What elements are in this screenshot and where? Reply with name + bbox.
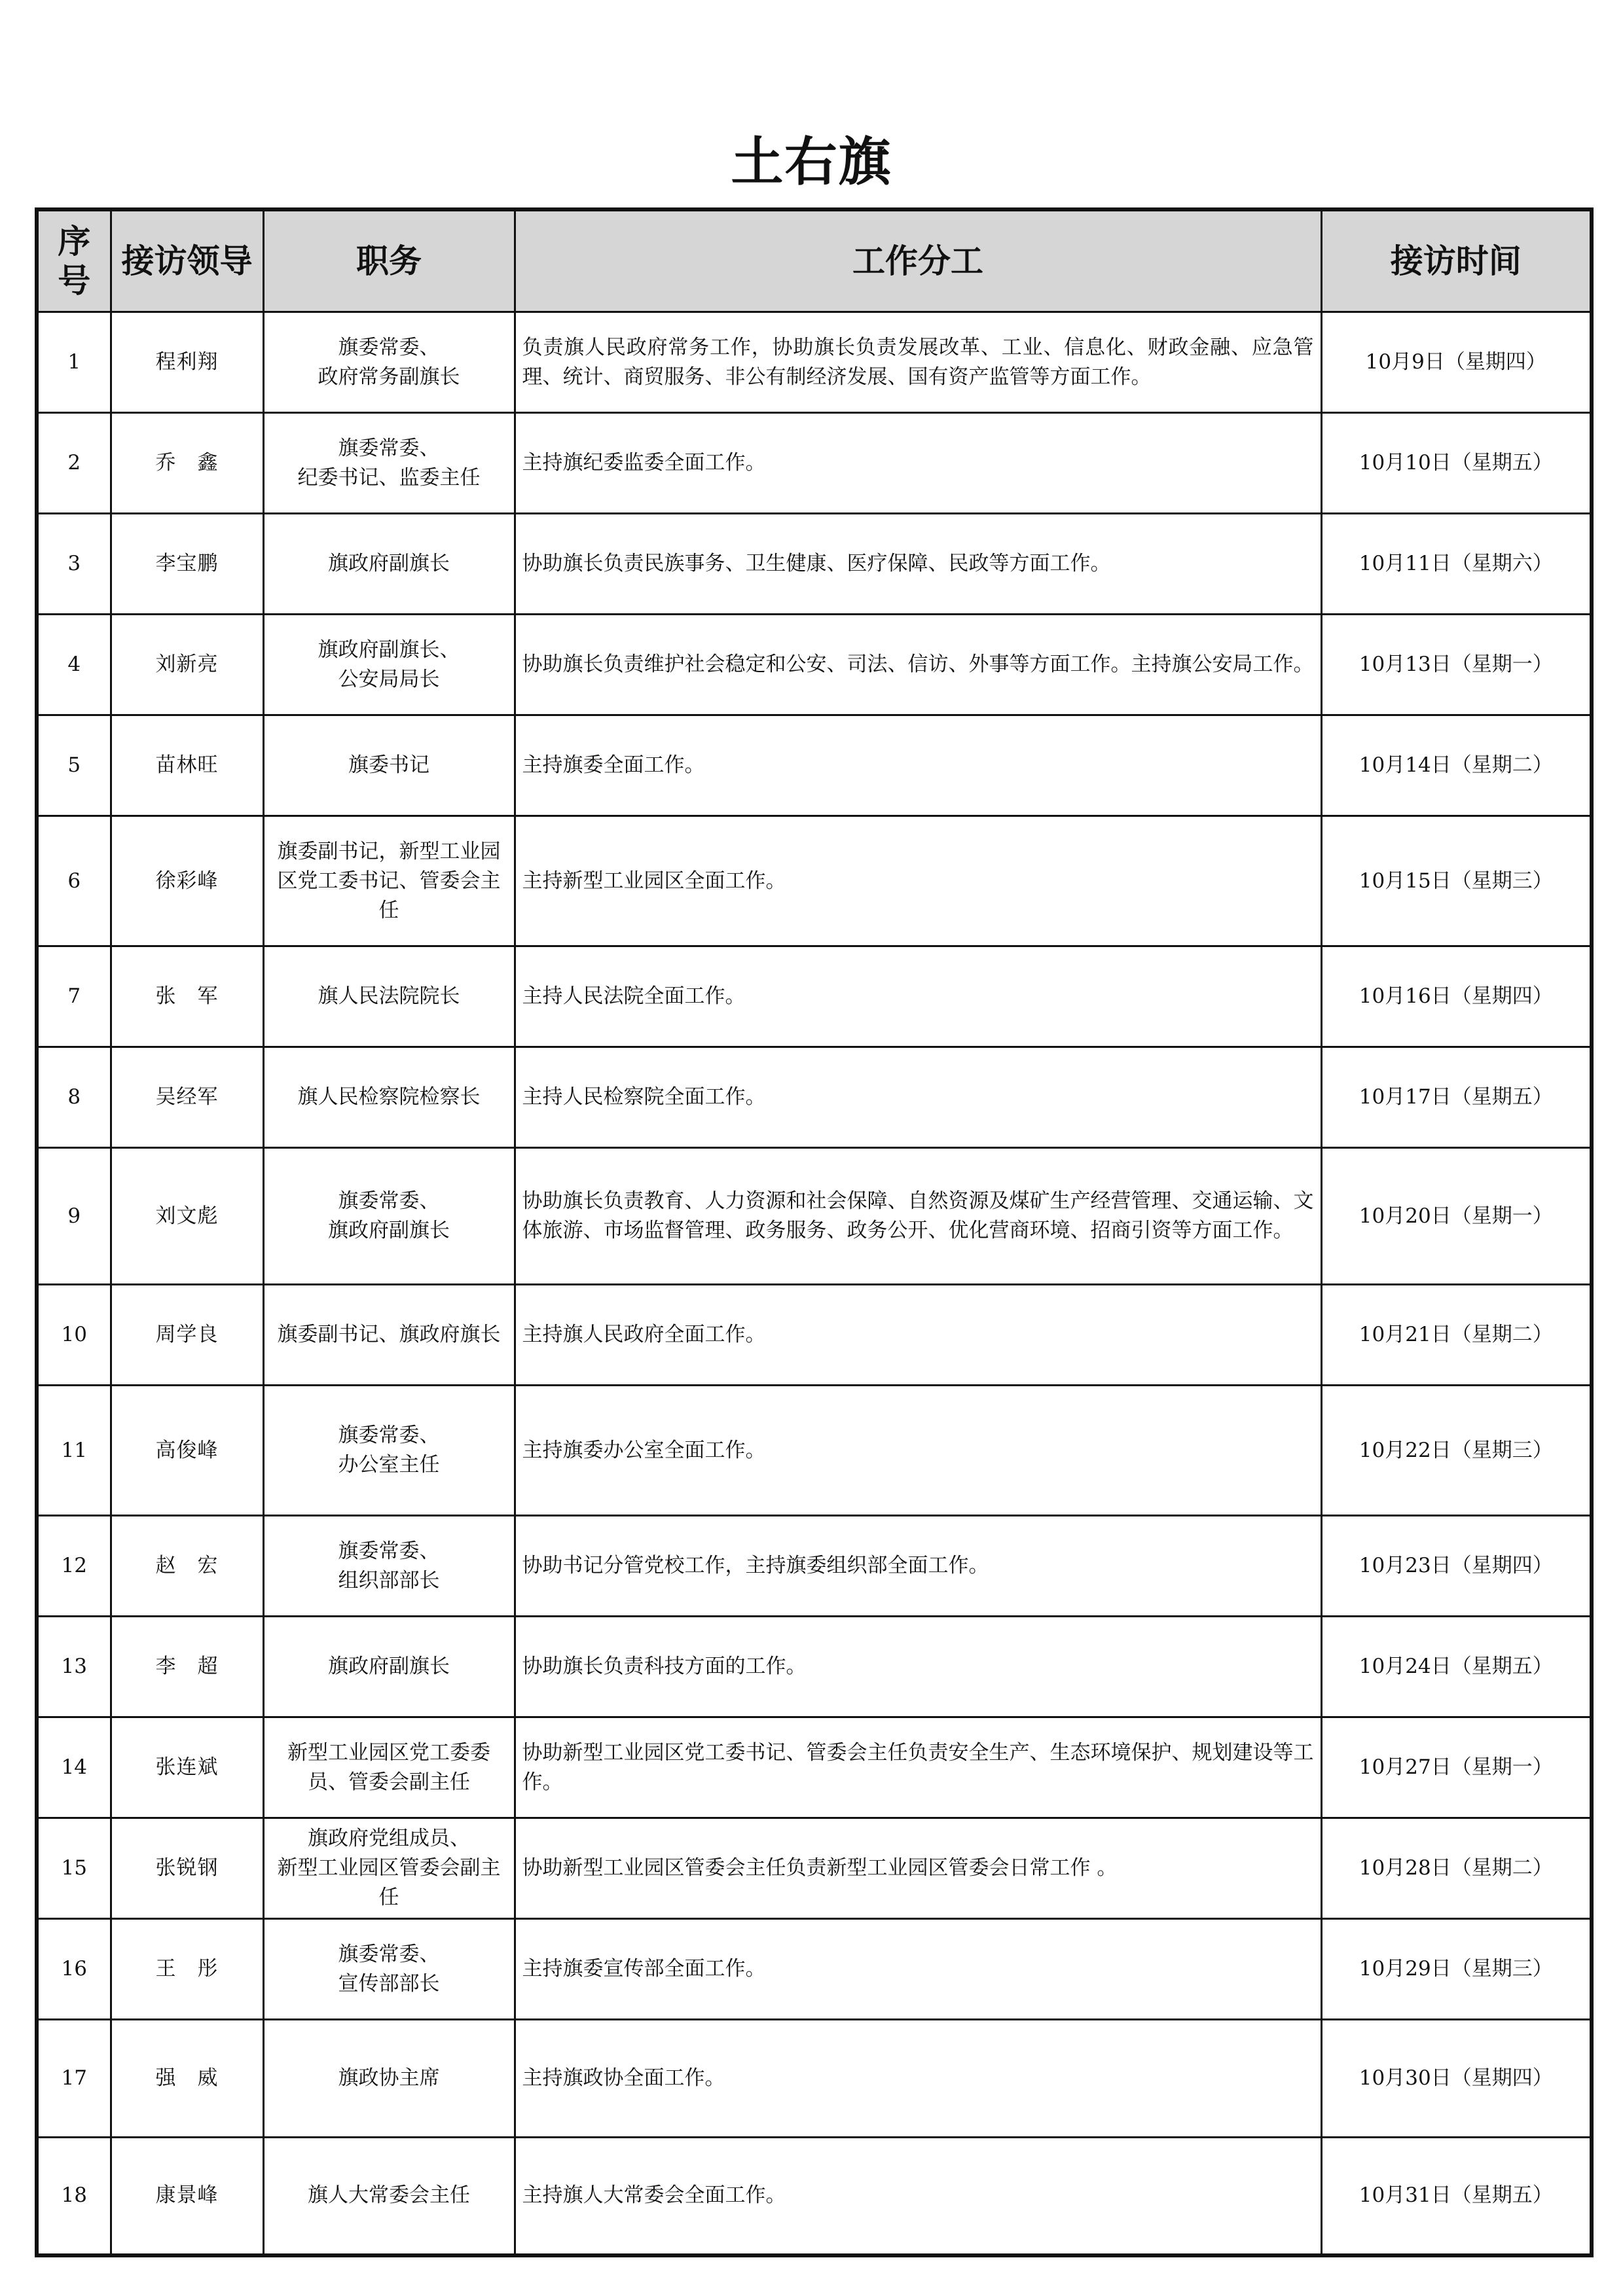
header-position: 职务 <box>263 209 515 312</box>
header-seq-line2: 号 <box>58 262 91 300</box>
position-line: 旗委常委、 <box>338 335 440 359</box>
work-duty: 主持旗委全面工作。 <box>515 715 1321 816</box>
leader-position <box>263 1617 515 1717</box>
leader-position <box>263 946 515 1047</box>
reception-time: 10月22日（星期三） <box>1321 1386 1592 1516</box>
leader-position <box>263 1919 515 2020</box>
row-number: 2 <box>37 413 111 514</box>
row-number: 12 <box>37 1516 111 1617</box>
table-body <box>37 312 1592 2255</box>
work-duty: 主持旗人大常委会全面工作。 <box>515 2138 1321 2255</box>
table-row <box>37 1717 1592 1818</box>
leader-position <box>263 1047 515 1148</box>
leader-name: 康景峰 <box>111 2138 263 2255</box>
work-duty: 主持旗委宣传部全面工作。 <box>515 1919 1321 2020</box>
position-line: 纪委书记、监委主任 <box>297 465 481 490</box>
table-row <box>37 946 1592 1047</box>
position-line: 新型工业园区管委会副主任 <box>277 1856 501 1909</box>
leader-position <box>263 1148 515 1285</box>
row-number: 16 <box>37 1919 111 2020</box>
header-leader: 接访领导 <box>111 209 263 312</box>
reception-time: 10月21日（星期二） <box>1321 1285 1592 1386</box>
position-line: 旗委常委、 <box>338 1424 440 1447</box>
table-row <box>37 2020 1592 2138</box>
work-duty: 主持旗纪委监委全面工作。 <box>515 413 1321 514</box>
leader-position <box>263 615 515 715</box>
leader-name: 程利翔 <box>111 312 263 413</box>
position-line: 旗人民法院院长 <box>318 984 460 1008</box>
work-duty: 主持新型工业园区全面工作。 <box>515 816 1321 946</box>
table-row <box>37 816 1592 946</box>
reception-time: 10月31日（星期五） <box>1321 2138 1592 2255</box>
row-number: 13 <box>37 1617 111 1717</box>
position-line: 旗政府副旗长 <box>328 1219 450 1242</box>
table-row <box>37 1516 1592 1617</box>
header-time: 接访时间 <box>1321 209 1592 312</box>
reception-schedule-table <box>35 207 1594 2257</box>
position-line: 旗政府副旗长、 <box>318 637 460 662</box>
reception-time: 10月24日（星期五） <box>1321 1617 1592 1717</box>
leader-name: 李 超 <box>111 1617 263 1717</box>
leader-name: 张锐钢 <box>111 1818 263 1919</box>
position-line: 宣传部部长 <box>338 1971 440 1996</box>
reception-time: 10月13日（星期一） <box>1321 615 1592 715</box>
table-row <box>37 514 1592 615</box>
position-line: 旗委副书记，新型工业园区党工委书记、管委会主任 <box>277 839 501 922</box>
position-line: 旗委副书记、旗政府旗长 <box>277 1323 501 1346</box>
leader-position <box>263 1285 515 1386</box>
reception-time: 10月10日（星期五） <box>1321 413 1592 514</box>
position-line: 旗委常委、 <box>338 1942 440 1966</box>
reception-time: 10月14日（星期二） <box>1321 715 1592 816</box>
position-line: 办公室主任 <box>338 1453 440 1477</box>
header-duty: 工作分工 <box>515 209 1321 312</box>
leader-name: 乔 鑫 <box>111 413 263 514</box>
row-number: 8 <box>37 1047 111 1148</box>
reception-time: 10月11日（星期六） <box>1321 514 1592 615</box>
position-line: 旗政府副旗长 <box>328 552 450 575</box>
table-row <box>37 1148 1592 1285</box>
row-number: 18 <box>37 2138 111 2255</box>
page-title: 土右旗 <box>731 132 892 192</box>
leader-name: 周学良 <box>111 1285 263 1386</box>
row-number: 7 <box>37 946 111 1047</box>
position-line: 旗委常委、 <box>338 1189 440 1213</box>
leader-position <box>263 1516 515 1617</box>
work-duty: 协助旗长负责民族事务、卫生健康、医疗保障、民政等方面工作。 <box>515 514 1321 615</box>
leader-name: 李宝鹏 <box>111 514 263 615</box>
leader-position <box>263 816 515 946</box>
leader-position <box>263 1818 515 1919</box>
work-duty: 协助旗长负责科技方面的工作。 <box>515 1617 1321 1717</box>
position-line: 组织部部长 <box>338 1568 440 1592</box>
table-row <box>37 1047 1592 1148</box>
work-duty: 协助旗长负责教育、人力资源和社会保障、自然资源及煤矿生产经营管理、交通运输、文体旅游、市场监督管理、政务服务、政务公开、优化营商环境、招商引资等方面工作。 <box>515 1148 1321 1285</box>
reception-time: 10月17日（星期五） <box>1321 1047 1592 1148</box>
position-line: 旗委常委、 <box>338 436 440 460</box>
reception-time: 10月9日（星期四） <box>1321 312 1592 413</box>
position-line: 旗政府副旗长 <box>328 1655 450 1678</box>
reception-time: 10月29日（星期三） <box>1321 1919 1592 2020</box>
work-duty: 主持旗政协全面工作。 <box>515 2020 1321 2138</box>
position-line: 旗政协主席 <box>338 2066 440 2090</box>
table-row <box>37 1386 1592 1516</box>
row-number: 1 <box>37 312 111 413</box>
reception-time: 10月30日（星期四） <box>1321 2020 1592 2138</box>
row-number: 14 <box>37 1717 111 1818</box>
table-row <box>37 1285 1592 1386</box>
row-number: 4 <box>37 615 111 715</box>
reception-time: 10月27日（星期一） <box>1321 1717 1592 1818</box>
work-duty: 协助新型工业园区管委会主任负责新型工业园区管委会日常工作 。 <box>515 1818 1321 1919</box>
work-duty: 主持旗人民政府全面工作。 <box>515 1285 1321 1386</box>
row-number: 11 <box>37 1386 111 1516</box>
position-line: 公安局局长 <box>338 667 440 691</box>
work-duty: 主持人民法院全面工作。 <box>515 946 1321 1047</box>
leader-name: 刘新亮 <box>111 615 263 715</box>
table-row <box>37 1818 1592 1919</box>
leader-name: 强 威 <box>111 2020 263 2138</box>
leader-name: 王 彤 <box>111 1919 263 2020</box>
table-row <box>37 413 1592 514</box>
leader-position <box>263 312 515 413</box>
leader-name: 张 军 <box>111 946 263 1047</box>
leader-position <box>263 2138 515 2255</box>
work-duty: 主持人民检察院全面工作。 <box>515 1047 1321 1148</box>
leader-position <box>263 514 515 615</box>
row-number: 5 <box>37 715 111 816</box>
position-line: 旗人大常委会主任 <box>308 2183 470 2208</box>
reception-time: 10月16日（星期四） <box>1321 946 1592 1047</box>
work-duty: 负责旗人民政府常务工作，协助旗长负责发展改革、工业、信息化、财政金融、应急管理、统计、商贸服务、非公有制经济发展、国有资产监管等方面工作。 <box>515 312 1321 413</box>
position-line: 新型工业园区党工委委员、管委会副主任 <box>287 1740 490 1794</box>
work-duty: 主持旗委办公室全面工作。 <box>515 1386 1321 1516</box>
position-line: 政府常务副旗长 <box>318 365 460 389</box>
leader-name: 张连斌 <box>111 1717 263 1818</box>
table-row <box>37 1617 1592 1717</box>
leader-name: 徐彩峰 <box>111 816 263 946</box>
leader-name: 赵 宏 <box>111 1516 263 1617</box>
reception-time: 10月28日（星期二） <box>1321 1818 1592 1919</box>
leader-position <box>263 715 515 816</box>
row-number: 3 <box>37 514 111 615</box>
row-number: 17 <box>37 2020 111 2138</box>
header-seq <box>37 209 111 312</box>
leader-position <box>263 413 515 514</box>
position-line: 旗政府党组成员、 <box>308 1827 470 1850</box>
position-line: 旗委书记 <box>348 753 429 777</box>
leader-name: 刘文彪 <box>111 1148 263 1285</box>
table-row <box>37 2138 1592 2255</box>
table-row <box>37 615 1592 715</box>
row-number: 10 <box>37 1285 111 1386</box>
row-number: 15 <box>37 1818 111 1919</box>
leader-name: 苗林旺 <box>111 715 263 816</box>
leader-position <box>263 1717 515 1818</box>
work-duty: 协助书记分管党校工作，主持旗委组织部全面工作。 <box>515 1516 1321 1617</box>
row-number: 6 <box>37 816 111 946</box>
position-line: 旗委常委、 <box>338 1539 440 1563</box>
row-number: 9 <box>37 1148 111 1285</box>
table-row <box>37 1919 1592 2020</box>
reception-time: 10月20日（星期一） <box>1321 1148 1592 1285</box>
table-row <box>37 715 1592 816</box>
work-duty: 协助新型工业园区党工委书记、管委会主任负责安全生产、生态环境保护、规划建设等工作。 <box>515 1717 1321 1818</box>
reception-time: 10月23日（星期四） <box>1321 1516 1592 1617</box>
reception-time: 10月15日（星期三） <box>1321 816 1592 946</box>
table-row <box>37 312 1592 413</box>
leader-position <box>263 1386 515 1516</box>
leader-name: 高俊峰 <box>111 1386 263 1516</box>
header-seq-line1: 序 <box>58 223 91 260</box>
work-duty: 协助旗长负责维护社会稳定和公安、司法、信访、外事等方面工作。主持旗公安局工作。 <box>515 615 1321 715</box>
leader-position <box>263 2020 515 2138</box>
position-line: 旗人民检察院检察长 <box>297 1085 481 1109</box>
leader-name: 吴经军 <box>111 1047 263 1148</box>
table-header-row <box>37 209 1592 312</box>
